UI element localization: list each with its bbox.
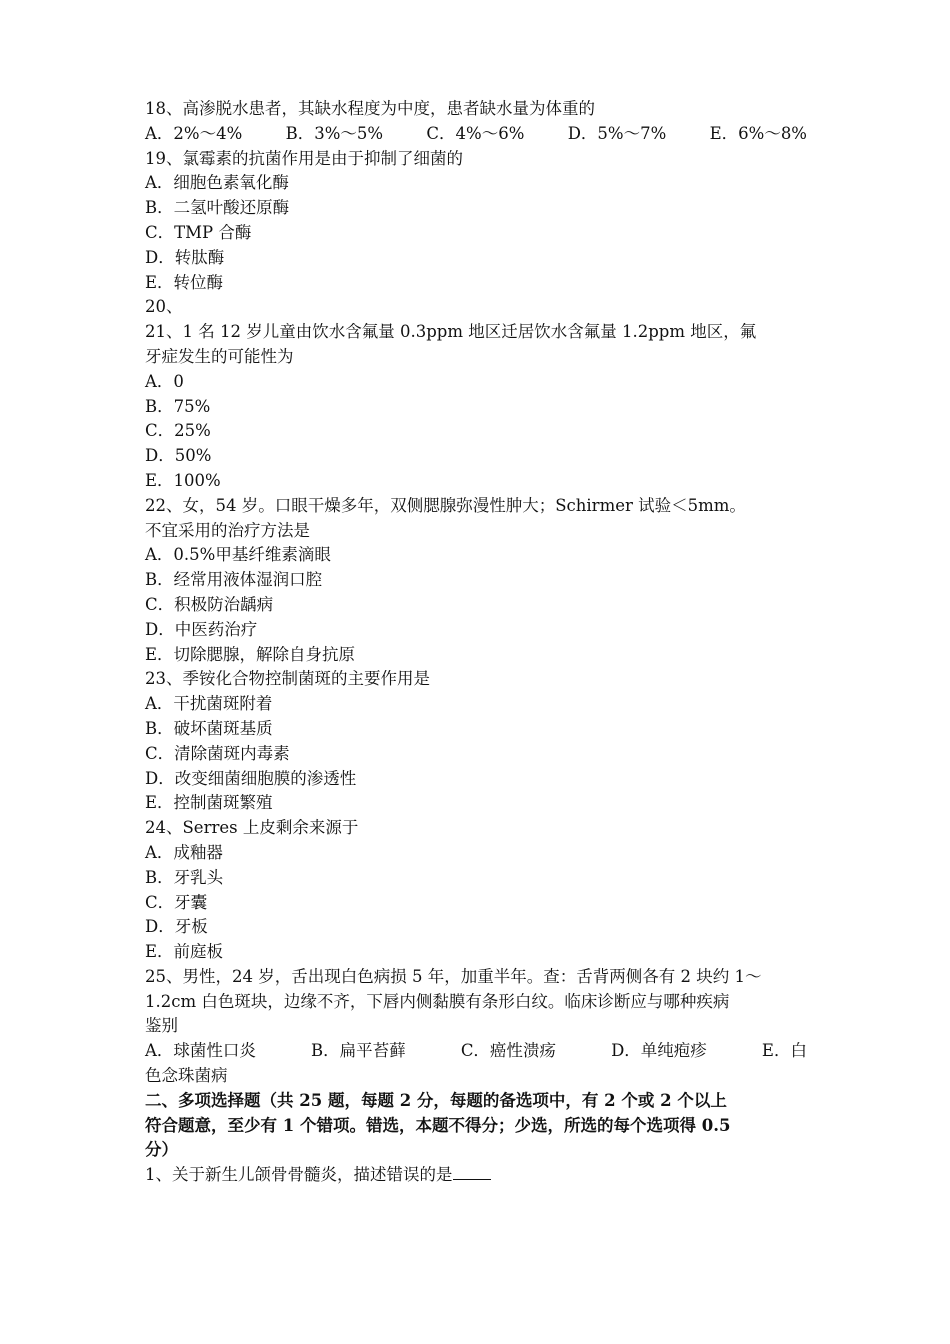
q18-option-d: D．5%～7% (567, 123, 667, 143)
q22-option-c: C．积极防治龋病 (145, 594, 274, 614)
q23-option-a: A．干扰菌斑附着 (145, 694, 273, 714)
m1-stem: 1、关于新生儿颌骨骨髓炎，描述错误的是 (145, 1165, 453, 1185)
q21-option-d: D．50% (145, 446, 212, 466)
q23-option-e: E．控制菌斑繁殖 (145, 793, 273, 813)
q24-stem: 24、Serres 上皮剩余来源于 (145, 818, 359, 838)
q24-option-e: E．前庭板 (145, 942, 224, 962)
q25-option-c: C．癌性溃疡 (460, 1041, 556, 1061)
section2-heading-line3: 分） (145, 1140, 178, 1160)
q18-option-a: A．2%～4% (145, 123, 243, 143)
q22-option-a: A．0.5%甲基纤维素滴眼 (145, 545, 331, 565)
q23-option-d: D．改变细菌细胞膜的渗透性 (145, 768, 357, 788)
q18-option-e: E．6%～8% (709, 123, 807, 143)
q24-option-a: A．成釉器 (145, 842, 223, 862)
q25-option-e: E．白 (761, 1041, 807, 1061)
q21-option-c: C．25% (145, 421, 211, 441)
section2-heading-line1: 二、多项选择题（共 25 题，每题 2 分，每题的备选项中，有 2 个或 2 个以上 (145, 1090, 727, 1110)
q19-option-b: B．二氢叶酸还原酶 (145, 198, 290, 218)
q23-stem: 23、季铵化合物控制菌斑的主要作用是 (145, 669, 430, 689)
q18-option-c: C．4%～6% (426, 123, 525, 143)
q19-option-c: C．TMP 合酶 (145, 222, 252, 242)
q22-option-e: E．切除腮腺，解除自身抗原 (145, 644, 356, 664)
q24-option-b: B．牙乳头 (145, 867, 224, 887)
q21-option-e: E．100% (145, 470, 221, 490)
q25-option-a: A．球菌性口炎 (145, 1041, 256, 1061)
q18-options (145, 122, 807, 147)
q18-stem: 18、高渗脱水患者，其缺水程度为中度，患者缺水量为体重的 (145, 99, 595, 118)
q19-option-e: E．转位酶 (145, 272, 224, 292)
q25-stem-line1: 25、男性，24 岁，舌出现白色病损 5 年，加重半年。查：舌背两侧各有 2 块约 1～ (145, 966, 762, 986)
document-page (145, 97, 807, 1188)
q20-stem: 20、 (145, 297, 183, 317)
m1-question (145, 1163, 807, 1188)
q24-option-d: D．牙板 (145, 917, 208, 937)
q21-stem-line1: 21、1 名 12 岁儿童由饮水含氟量 0.3ppm 地区迁居饮水含氟量 1.2ppm 地区，氟 (145, 322, 757, 342)
q25-stem-line3: 鉴别 (145, 1016, 178, 1036)
section2-heading-line2: 符合题意，至少有 1 个错项。错选，本题不得分；少选，所选的每个选项得 0.5 (145, 1115, 731, 1135)
q19-option-d: D．转肽酶 (145, 247, 225, 267)
q25-stem-line2: 1.2cm 白色斑块，边缘不齐，下唇内侧黏膜有条形白纹。临床诊断应与哪种疾病 (145, 991, 730, 1011)
q23-option-c: C．清除菌斑内毒素 (145, 743, 290, 763)
q22-stem-line1: 22、女，54 岁。口眼干燥多年，双侧腮腺弥漫性肿大；Schirmer 试验＜5mm。 (145, 495, 746, 515)
q21-option-b: B．75% (145, 396, 211, 416)
q19-stem: 19、氯霉素的抗菌作用是由于抑制了细菌的 (145, 148, 463, 168)
q25-option-d: D．单纯疱疹 (611, 1041, 707, 1061)
answer-blank (453, 1163, 491, 1180)
q21-stem-line2: 牙症发生的可能性为 (145, 346, 294, 366)
q25-options (145, 1039, 807, 1064)
q22-option-d: D．中医药治疗 (145, 619, 258, 639)
q25-option-e-continued: 色念珠菌病 (145, 1066, 228, 1086)
q24-option-c: C．牙囊 (145, 892, 208, 912)
q21-option-a: A．0 (145, 371, 184, 391)
q19-option-a: A．细胞色素氧化酶 (145, 173, 289, 193)
q23-option-b: B．破坏菌斑基质 (145, 718, 273, 738)
q22-option-b: B．经常用液体湿润口腔 (145, 570, 323, 590)
q22-stem-line2: 不宜采用的治疗方法是 (145, 520, 310, 540)
q25-option-b: B．扁平苔藓 (311, 1041, 406, 1061)
q18-option-b: B．3%～5% (285, 123, 384, 143)
